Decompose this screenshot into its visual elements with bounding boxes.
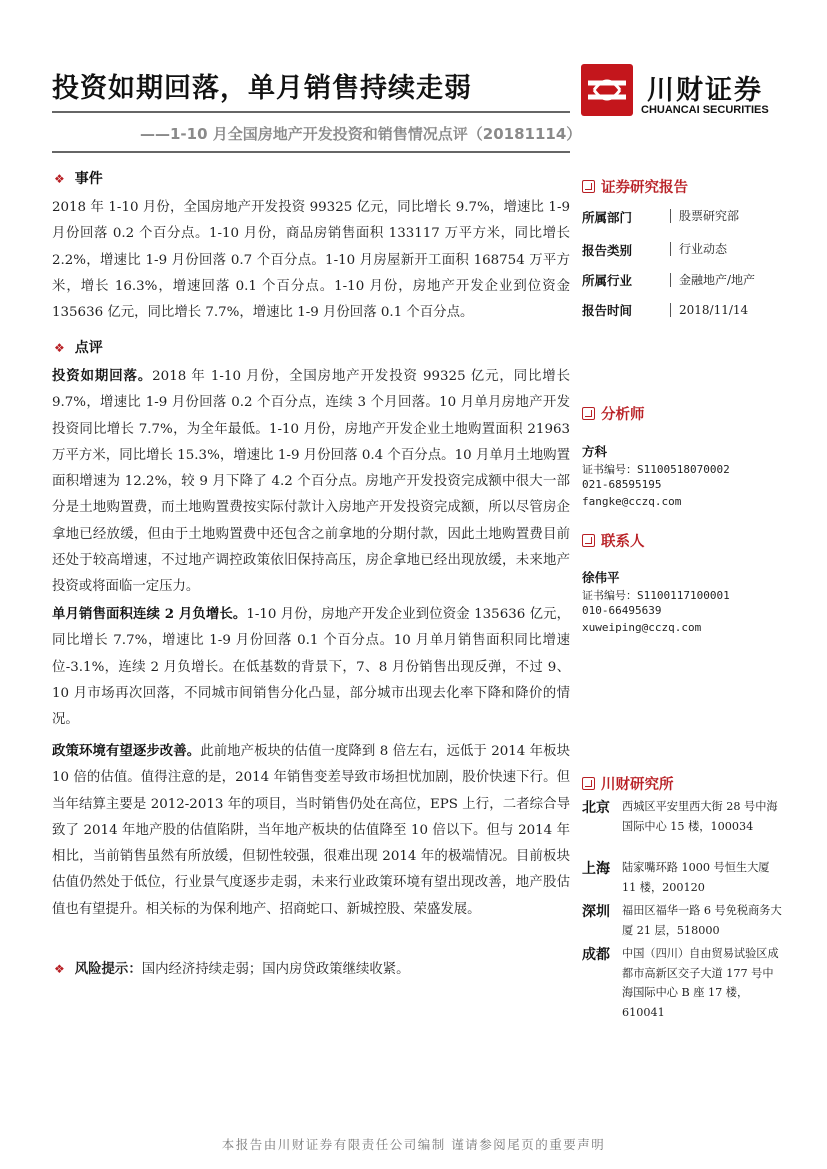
page-subtitle: ——1-10 月全国房地产开发投资和销售情况点评（20181114）: [140, 125, 582, 143]
info-value-department: 股票研究部: [670, 209, 739, 223]
institute-heading: 川财研究所: [582, 773, 674, 794]
contact-name: 徐伟平: [582, 570, 620, 585]
office-city-shenzhen: 深圳: [582, 904, 610, 920]
info-value-date: 2018/11/14: [670, 303, 748, 317]
info-value-category: 行业动态: [670, 242, 727, 256]
info-value-industry: 金融地产/地产: [670, 273, 755, 287]
info-label-category: 报告类别: [582, 243, 633, 258]
office-address-chengdu: 中国（四川）自由贸易试验区成都市高新区交子大道 177 号中海国际中心 B 座 17 楼，610041: [622, 947, 779, 1019]
contact-email[interactable]: xuweiping@cczq.com: [582, 621, 702, 634]
logo-english-name: CHUANCAI SECURITIES: [641, 104, 769, 116]
info-label-date: 报告时间: [582, 303, 633, 318]
event-paragraph: 2018 年 1-10 月份，全国房地产开发投资 99325 亿元，同比增长 9.7%，增速比 1-9 月份回落 0.2 个百分点。1-10 月份，商品房销售面积 133117 万平方米，同比增长 2.2%，增速比 1-9 月份回落 0.7 个百分点。1-10 月房屋新开工面积 168754 万平方米，增长 16.3%，增速回落 0.1 个百分点。1-10 月份，房地产开发企业到位资金 135636 亿元，同比增长 7.7%，增速比 1-9 月份回落 0.1 个百分点。: [52, 200, 570, 321]
info-label-department: 所属部门: [582, 210, 633, 225]
paragraph-lead: 政策环境有望逐步改善。: [52, 743, 201, 759]
analyst-cert: 证书编号：S1100518070002: [582, 463, 730, 476]
section-icon: [582, 180, 595, 193]
info-label-industry: 所属行业: [582, 273, 633, 288]
office-address-shanghai: 陆家嘴环路 1000 号恒生大厦 11 楼，200120: [622, 861, 770, 894]
analyst-phone: 021-68595195: [582, 478, 662, 491]
contact-phone: 010-66495639: [582, 604, 662, 617]
section-icon: [582, 534, 595, 547]
section-icon: [582, 777, 595, 790]
chuancai-logo-icon: [580, 63, 634, 117]
office-city-beijing: 北京: [582, 800, 610, 816]
office-city-shanghai: 上海: [582, 861, 610, 877]
event-heading: ❖ 事件: [54, 171, 103, 187]
analyst-heading: 分析师: [582, 403, 645, 424]
diamond-bullet-icon: ❖: [54, 172, 65, 186]
risk-note: ❖ 风险提示：国内经济持续走弱；国内房贷政策继续收紧。: [54, 962, 410, 977]
office-address-beijing: 西城区平安里西大街 28 号中海国际中心 15 楼，100034: [622, 800, 778, 833]
contact-heading: 联系人: [582, 530, 645, 551]
diamond-bullet-icon: ❖: [54, 341, 65, 355]
report-info-heading: 证券研究报告: [582, 176, 688, 197]
office-address-shenzhen: 福田区福华一路 6 号免税商务大厦 21 层，518000: [622, 904, 782, 937]
analyst-name: 方科: [582, 444, 608, 459]
contact-cert: 证书编号：S1100117100001: [582, 589, 730, 602]
subtitle-divider: [52, 151, 570, 153]
comment-paragraph-investment: 投资如期回落。2018 年 1-10 月份，全国房地产开发投资 99325 亿元，同比增长 9.7%，增速比 1-9 月份回落 0.2 个百分点，连续 3 个月回落。10 月单月房地产开发投资同比增长 7.7%，为全年最低。1-10 月份，房地产开发企业土地购置面积 21963 万平方米，同比增长 15.3%，增速比 1-9 月份回落 0.4 个百分点。10 月单月土地购置面积增速为 12.2%，较 9 月下降了 4.2 个百分点。房地产开发投资完成额中很大一部分是土地购置费，而土地购置费按实际付款计入房地产开发投资完成额，所以尽管房企拿地已经放缓，但由于土地购置费中还包含之前拿地的分期付款，因此土地购置费目前还处于较高增速，不过地产调控政策依旧保持高压，房企拿地已经出现放缓，未来地产投资或将面临一定压力。: [52, 368, 571, 595]
logo-chinese-name: 川财证券: [647, 75, 763, 106]
analyst-email[interactable]: fangke@cczq.com: [582, 495, 682, 508]
page-title: 投资如期回落，单月销售持续走弱: [52, 73, 472, 104]
comment-paragraph-sales: 单月销售面积连续 2 月负增长。1-10 月份，房地产开发企业到位资金 135636 亿元，同比增长 7.7%，增速比 1-9 月份回落 0.1 个百分点。10 月单月销售面积同比增速位-3.1%，连续 2 月负增长。在低基数的背景下，7、8 月份销售出现反弹，不过 9、10 月市场再次回落，不同城市间销售分化凸显，部分城市出现去化率下降和降价的情况。: [52, 606, 571, 728]
office-city-chengdu: 成都: [582, 947, 610, 963]
footer-disclaimer: 本报告由川财证券有限责任公司编制 谨请参阅尾页的重要声明: [221, 1137, 606, 1152]
diamond-bullet-icon: ❖: [54, 962, 65, 976]
title-divider: [52, 111, 570, 113]
paragraph-lead: 单月销售面积连续 2 月负增长。: [52, 606, 247, 622]
paragraph-lead: 投资如期回落。: [52, 368, 153, 384]
section-icon: [582, 407, 595, 420]
comment-heading: ❖ 点评: [54, 340, 103, 356]
comment-paragraph-policy: 政策环境有望逐步改善。此前地产板块的估值一度降到 8 倍左右，远低于 2014 年板块 10 倍的估值。值得注意的是，2014 年销售变差导致市场担忧加剧，股价快速下行。但当年结算主要是 2012-2013 年的项目，当时销售仍处在高位，EPS 上行，二者综合导致了 2014 年地产股的估值陷阱，当年地产板块的估值降至 10 倍以下。但与 2014 年相比，当前销售虽然有所放缓，但韧性较强，很难出现 2014 年的极端情况。目前板块估值仍然处于低位，行业景气度逐步走弱，未来行业政策环境有望出现改善，地产股估值也有望提升。相关标的为保利地产、招商蛇口、新城控股、荣盛发展。: [52, 743, 570, 917]
